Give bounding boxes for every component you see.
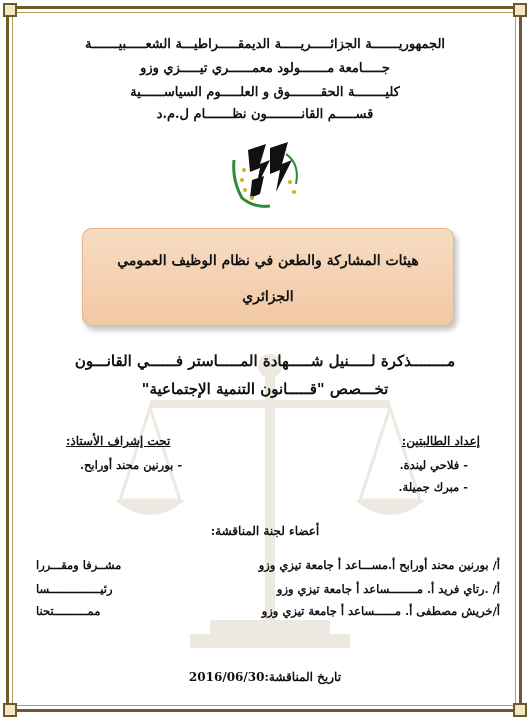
committee-role: رئيـــــــــــــــسا [36, 582, 113, 596]
committee-role: مشــرفا ومقـــررا [36, 558, 122, 572]
corner-ornament [3, 703, 17, 717]
supervisor-name: - بورنين محند أورابح. [80, 458, 183, 472]
thesis-title-line2: الجزائري [242, 289, 294, 305]
corner-ornament [3, 3, 17, 17]
thesis-title-line1: هيئات المشاركة والطعن في نظام الوظيف العمومي [117, 253, 419, 269]
student-name: - مبرك جميلة. [398, 480, 468, 494]
committee-role: ممــــــــــتحنا [36, 604, 101, 618]
header-republic: الجمهوريـــــــة الجزائـــــريـــــة الديمقـــــراطيـــة الشعـــــبيـــــــة [84, 37, 446, 52]
committee-member: أ/ .رتاي فريد أ. مــــــــساعد أ جامعة تيزي وزو [276, 582, 500, 596]
corner-ornament [513, 3, 527, 17]
supervisor-label: تحت إشراف الأستاذ: [66, 434, 171, 448]
committee-member: أ/خريش مصطفى أ. مــــــساعد أ جامعة تيزي وزو [261, 604, 500, 618]
memo-degree-line: مــــــــذكرة لـــــنيل شـــــهادة المـــــاستر فــــــي القانـــون [74, 352, 456, 370]
memo-specialty-line: تخـــصص "قـــــانون التنمية الإجتماعية" [141, 380, 389, 398]
header-department: قســـــم القانـــــــــون نظـــــــام ل.م.د [156, 107, 374, 122]
corner-ornament [513, 703, 527, 717]
university-logo-icon [230, 140, 310, 210]
student-name: - فلاحي ليندة. [399, 458, 468, 472]
committee-member: أ/ بورنين محند أورابح أ.مســـاعد أ جامعة تيزي وزو [258, 558, 500, 572]
defense-date: تاريخ المناقشة:2016/06/30 [188, 670, 342, 684]
header-faculty: كليــــــــة الحقــــــــوق و العلـــــوم السياســــــية [130, 85, 400, 100]
header-university: جـــــامعة مـــــــولود معمــــــري تيـــــزي وزو [140, 61, 390, 76]
students-label: إعداد الطالبتين: [401, 434, 480, 448]
thesis-title-box [82, 228, 454, 326]
committee-label: أعضاء لجنة المناقشة: [210, 524, 320, 538]
